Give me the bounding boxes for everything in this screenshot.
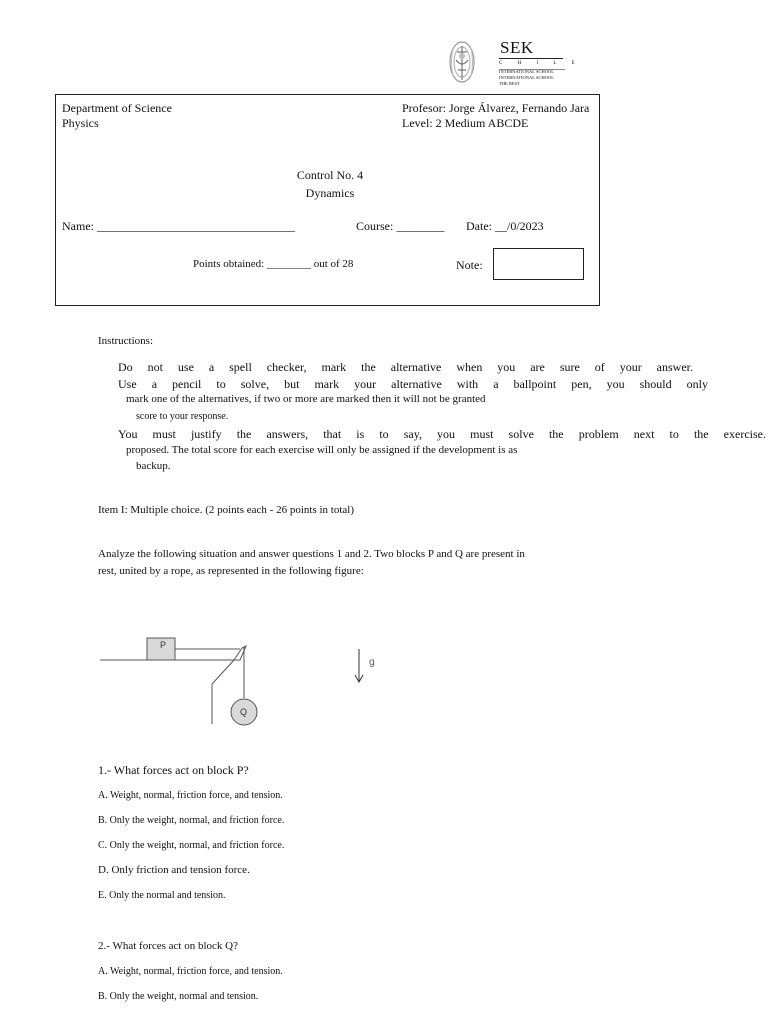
exam-topic: Dynamics [305, 186, 355, 200]
logo-tagline-3: THE BEST [499, 81, 520, 86]
question-1-prompt: 1.- What forces act on block P? [98, 763, 249, 777]
question-2-option-b[interactable]: B. Only the weight, normal and tension. [98, 991, 259, 1002]
instruction-3-line-1: You must justify the answers, that is to say, you must solve the problem next to the exercise. [118, 427, 766, 441]
gravity-arrow-icon [352, 648, 366, 684]
note-label: Note: [456, 258, 483, 272]
points-obtained-field[interactable]: Points obtained: ________ out of 28 [193, 258, 354, 270]
logo-country: C H I L E [499, 61, 582, 66]
block-q-label: Q [240, 707, 248, 717]
note-box[interactable] [493, 248, 584, 280]
question-1-option-a[interactable]: A. Weight, normal, friction force, and tension. [98, 790, 283, 801]
course-field[interactable]: Course: ________ [356, 219, 445, 233]
blocks-pulley-figure [100, 632, 300, 728]
exam-title: Control No. 4 [296, 168, 364, 182]
logo-tagline-2: INTERNATIONAL SCHOOL [499, 75, 554, 80]
logo-divider [499, 58, 563, 59]
level-label: Level: 2 Medium ABCDE [402, 116, 529, 130]
table-edge [212, 660, 234, 684]
question-1-option-c[interactable]: C. Only the weight, normal, and friction force. [98, 840, 285, 851]
name-field[interactable]: Name: _________________________________ [62, 219, 295, 233]
school-logo-name: SEK [500, 38, 534, 57]
question-1-option-b[interactable]: B. Only the weight, normal, and friction force. [98, 815, 285, 826]
question-1-option-e[interactable]: E. Only the normal and tension. [98, 890, 226, 901]
logo-tagline-1: INTERNATIONAL SCHOOL [499, 69, 554, 74]
block-p-label: P [160, 640, 167, 650]
instruction-3-line-2: proposed. The total score for each exercise will only be assigned if the development is as [126, 444, 518, 456]
question-1-option-d[interactable]: D. Only friction and tension force. [98, 864, 250, 876]
instruction-3-line-3: backup. [136, 460, 171, 472]
item-heading: Item I: Multiple choice. (2 points each - 26 points in total) [98, 504, 354, 516]
teacher-label: Profesor: Jorge Álvarez, Fernando Jara [402, 101, 590, 115]
situation-line-1: Analyze the following situation and answer questions 1 and 2. Two blocks P and Q are present in [98, 548, 525, 560]
school-crest-icon [447, 38, 477, 88]
instruction-2-line-3: score to your response. [136, 411, 229, 422]
instruction-2-line-2: mark one of the alternatives, if two or more are marked then it will not be granted [126, 393, 486, 405]
instructions-title: Instructions: [98, 335, 153, 347]
situation-line-2: rest, united by a rope, as represented in the following figure: [98, 565, 364, 577]
gravity-label: g [369, 657, 375, 668]
question-2-option-a[interactable]: A. Weight, normal, friction force, and tension. [98, 966, 283, 977]
date-field[interactable]: Date: __/0/2023 [466, 219, 544, 233]
question-2-prompt: 2.- What forces act on block Q? [98, 940, 238, 952]
subject-label: Physics [62, 116, 99, 130]
instruction-2-line-1: Use a pencil to solve, but mark your alternative with a ballpoint pen, you should only [118, 377, 708, 391]
instruction-1: Do not use a spell checker, mark the alternative when you are sure of your answer. [118, 360, 693, 374]
department-label: Department of Science [62, 101, 172, 115]
